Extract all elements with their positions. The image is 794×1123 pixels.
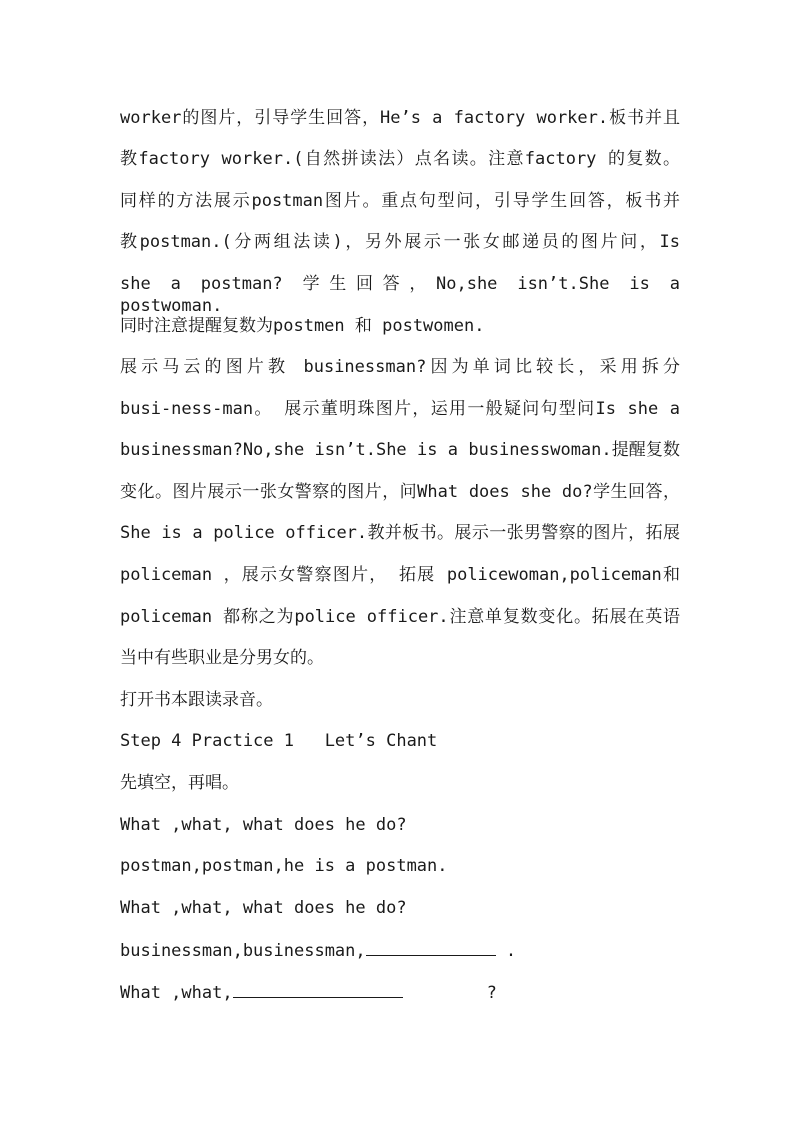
text-line: 展示马云的图片教 businessman?因为单词比较长，采用拆分 <box>120 357 680 377</box>
chant-suffix: . <box>495 941 517 961</box>
chant-blank-line <box>120 938 680 960</box>
fill-in-blank[interactable] <box>233 980 403 998</box>
text-line: busi-ness-man。 展示董明珠图片，运用一般疑问句型问Is she a <box>120 399 680 419</box>
instruction-line: 先填空，再唱。 <box>120 773 239 793</box>
text-line: worker的图片，引导学生回答，He’s a factory worker.板书并且 <box>120 108 680 128</box>
text-line: policeman 都称之为police officer.注意单复数变化。拓展在英语 <box>120 607 680 627</box>
text-line: 变化。图片展示一张女警察的图片，问What does she do?学生回答， <box>120 482 680 502</box>
chant-prefix: businessman,businessman, <box>120 941 366 961</box>
text-line: 教factory worker.(自然拼读法）点名读。注意factory 的复数。 <box>120 149 680 169</box>
text-line: 教postman.(分两组法读)，另外展示一张女邮递员的图片问，Is <box>120 232 680 252</box>
text-line: policeman ，展示女警察图片， 拓展 policewoman,policeman和 <box>120 565 680 585</box>
text-line: 同时注意提醒复数为postmen 和 postwomen. <box>120 316 485 336</box>
text-line: She is a police officer.教并板书。展示一张男警察的图片，拓展 <box>120 523 680 543</box>
text-line: 打开书本跟读录音。 <box>120 690 273 710</box>
text-line: she a postman? 学生回答，No,she isn’t.She is a postwoman. <box>120 274 680 316</box>
chant-blank-line <box>120 980 680 1002</box>
fill-in-blank[interactable] <box>366 938 496 956</box>
chant-prefix: What ,what, <box>120 983 233 1003</box>
section-heading: Step 4 Practice 1 Let’s Chant <box>120 731 438 751</box>
text-line: 当中有些职业是分男女的。 <box>120 648 324 668</box>
chant-line: postman,postman,he is a postman. <box>120 856 448 876</box>
text-line: businessman?No,she isn’t.She is a businesswoman.提醒复数 <box>120 440 680 460</box>
chant-line: What ,what, what does he do? <box>120 815 407 835</box>
chant-line: What ,what, what does he do? <box>120 898 407 918</box>
text-line: 同样的方法展示postman图片。重点句型问，引导学生回答，板书并 <box>120 191 680 211</box>
chant-suffix: ? <box>486 983 497 1003</box>
